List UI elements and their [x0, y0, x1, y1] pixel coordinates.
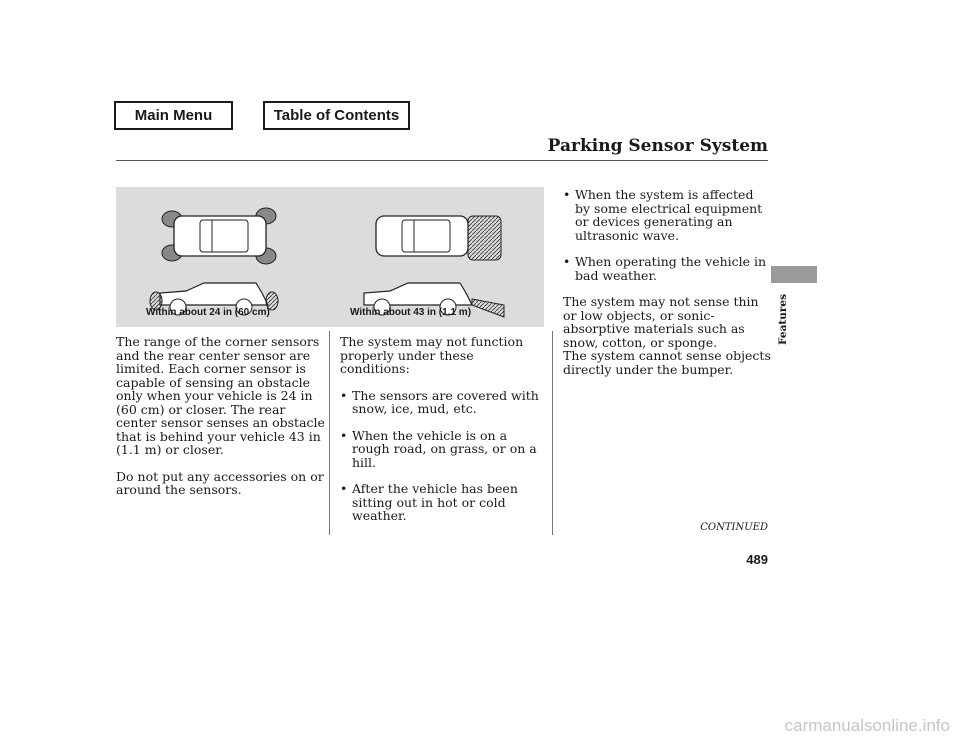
- sensor-diagram: [116, 187, 544, 327]
- table-of-contents-button[interactable]: Table of Contents: [263, 101, 410, 130]
- sensor-range-figure: [116, 187, 544, 327]
- accessories-paragraph: Do not put any accessories on or around the sensors.: [116, 468, 324, 497]
- list-item: • The sensors are covered with snow, ice, mud, etc.: [340, 389, 540, 416]
- header-rule: [116, 160, 768, 161]
- watermark: carmanualsonline.info: [784, 716, 950, 735]
- list-item: • When the vehicle is on a rough road, on grass, or on a hill.: [340, 429, 540, 470]
- bumper-paragraph: The system cannot sense objects directly under the bumper.: [563, 348, 771, 377]
- section-side-label: Features: [777, 294, 789, 345]
- column-3: [563, 188, 771, 376]
- list-item: • When operating the vehicle in bad weather.: [563, 255, 771, 282]
- conditions-intro: The system may not function properly under these conditions:: [340, 334, 524, 376]
- continued-label: CONTINUED: [700, 522, 768, 533]
- thin-objects-paragraph: The system may not sense thin or low objects, or sonic-absorptive materials such as snow, cotton, or sponge.: [563, 294, 759, 350]
- column-2: [340, 335, 540, 523]
- top-view-car-left: [162, 208, 276, 264]
- figure-caption-corner: Within about 24 in (60 cm): [146, 307, 270, 318]
- figure-caption-rear: Within about 43 in (1.1 m): [350, 307, 472, 318]
- list-item: • After the vehicle has been sitting out in hot or cold weather.: [340, 482, 540, 523]
- range-paragraph: The range of the corner sensors and the rear center sensor are limited. Each corner sensor is capable of sensing an obstacle only when your vehicle is 24 in (60 cm) or closer. The rear center sensor senses an obstacle that is behind your vehicle 43 in (1.1 m) or closer.: [116, 334, 325, 457]
- main-menu-button[interactable]: Main Menu: [114, 101, 233, 130]
- top-view-car-right: [376, 216, 501, 260]
- column-divider: [329, 331, 330, 535]
- conditions-list-continued: [563, 188, 771, 282]
- column-1: [116, 335, 326, 497]
- conditions-list: [340, 389, 540, 523]
- section-tab: [771, 266, 817, 283]
- section-title: Parking Sensor System: [547, 136, 768, 156]
- column-divider: [552, 331, 553, 535]
- page-number: 489: [746, 552, 768, 567]
- list-item: • When the system is affected by some electrical equipment or devices generating an ultrasonic wave.: [563, 188, 771, 242]
